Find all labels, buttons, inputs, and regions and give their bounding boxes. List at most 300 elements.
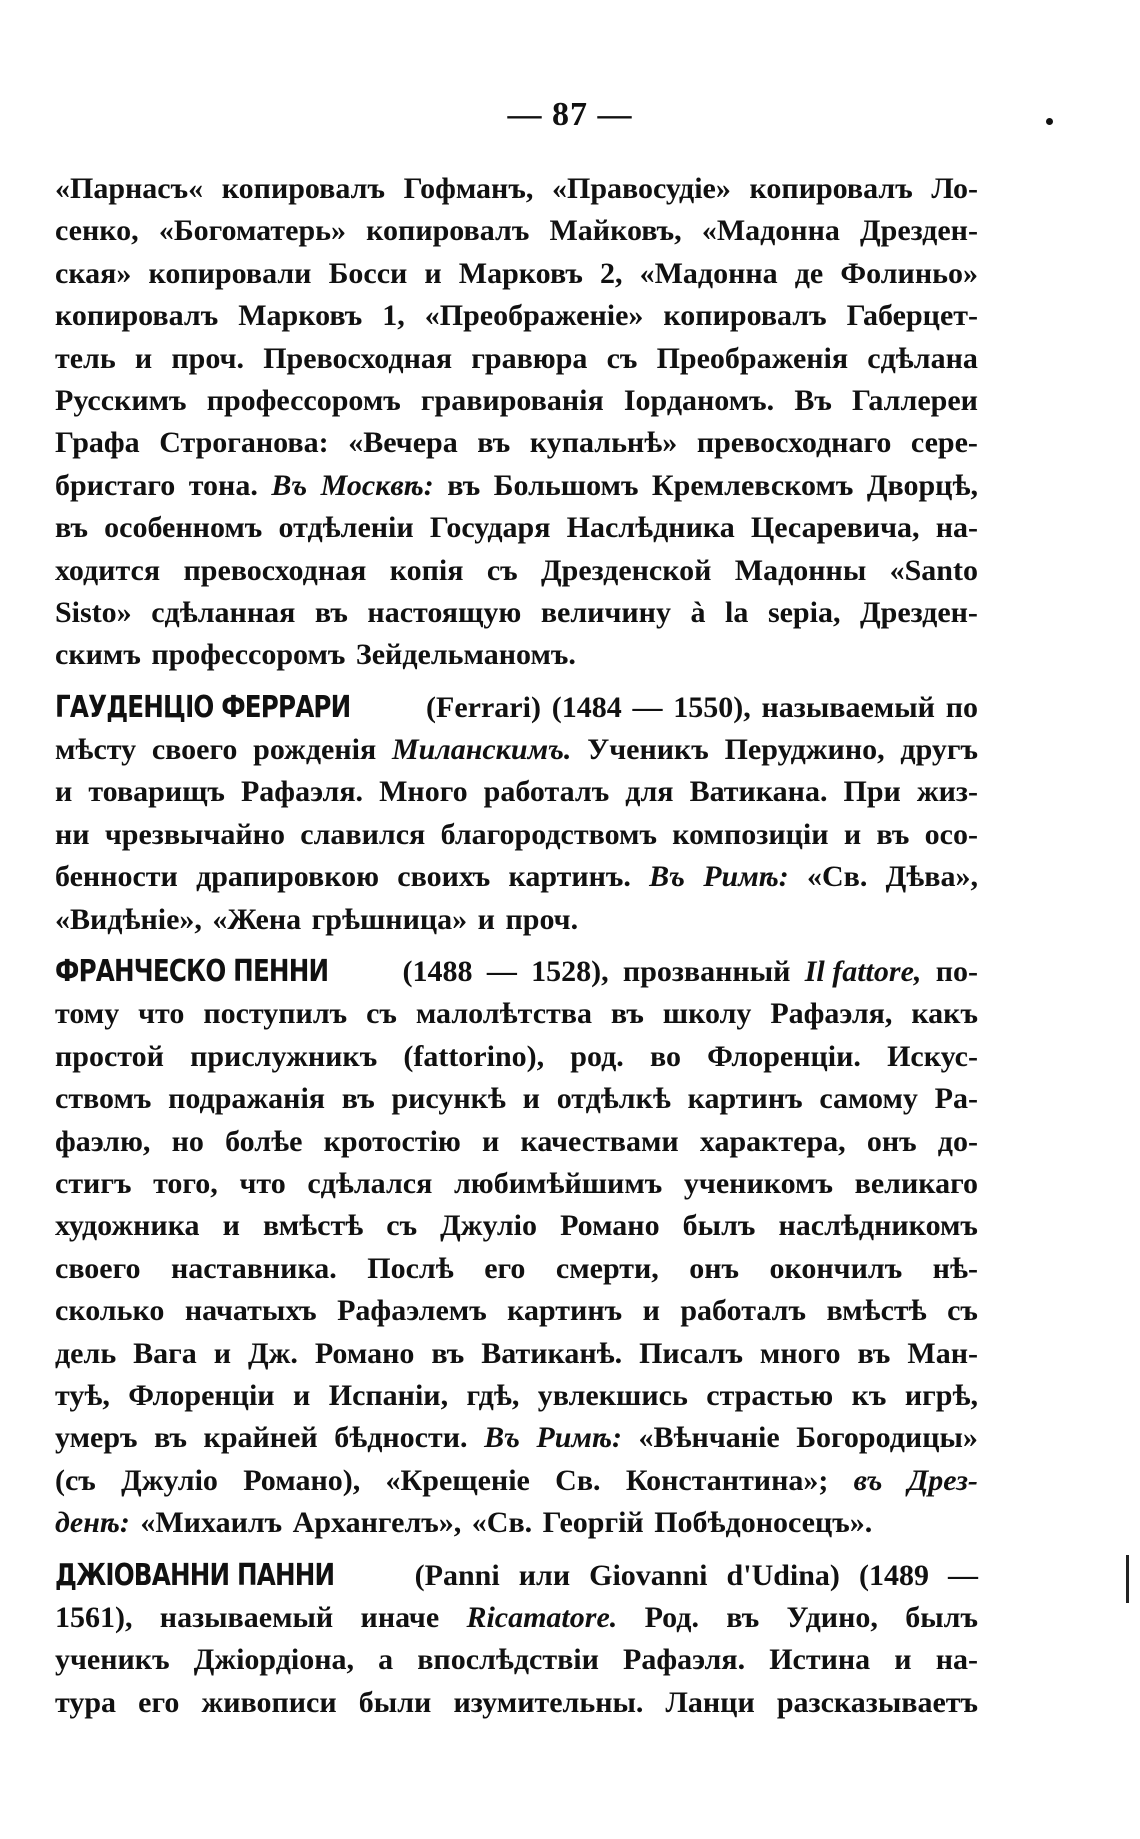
text-line: [55, 1639, 978, 1681]
word: своего: [151, 733, 238, 767]
word: ни: [55, 817, 90, 851]
word: особенномъ: [104, 511, 263, 545]
word: Послѣ: [367, 1251, 454, 1285]
word: съ: [947, 1294, 978, 1328]
word: и: [642, 1294, 660, 1328]
italic-word: Ricamatore.: [466, 1600, 618, 1634]
word: à: [690, 595, 706, 629]
word: (1489: [858, 1558, 929, 1592]
word: любимѣйшимъ: [453, 1166, 663, 1200]
word: Богородицы»: [796, 1421, 978, 1455]
word: и: [843, 817, 862, 851]
word: съ: [386, 1209, 418, 1243]
word: въ: [55, 511, 88, 545]
word: подражанія: [168, 1082, 326, 1116]
word: Ватиканѣ.: [481, 1336, 623, 1370]
word: «Жена: [212, 902, 302, 936]
text-line: [55, 1597, 978, 1639]
text-line: [55, 687, 978, 729]
word: въ: [341, 1082, 375, 1116]
word: (съ: [55, 1463, 96, 1497]
italic-word: Миланскимъ.: [391, 733, 572, 767]
word: —: [486, 955, 517, 989]
word: что: [239, 1166, 286, 1200]
word: «Мадонна: [701, 214, 840, 248]
word: Романо: [314, 1336, 415, 1370]
word: Въ: [794, 383, 832, 417]
word: былъ: [682, 1209, 756, 1243]
word: Графа: [55, 426, 140, 460]
word: во: [649, 1039, 681, 1073]
italic-word: Дрез-: [907, 1463, 978, 1497]
word: стигъ: [55, 1166, 132, 1200]
word: своего: [55, 1251, 141, 1285]
word: самому: [819, 1082, 918, 1116]
word: сдѣлался: [307, 1166, 433, 1200]
word: его: [138, 1685, 180, 1719]
word: Гофманъ,: [403, 172, 534, 205]
word: копія: [389, 553, 464, 587]
word: въ: [726, 1600, 760, 1634]
word: Св.: [555, 1463, 601, 1497]
word: называемый: [761, 690, 935, 724]
page-number: — 87 —: [507, 96, 633, 133]
word: осо-: [924, 817, 978, 851]
word: съ: [486, 553, 518, 587]
word: былъ: [905, 1600, 978, 1634]
word: Ло-: [931, 172, 978, 205]
word: тель: [55, 341, 116, 375]
word: прислужникъ: [190, 1039, 378, 1073]
text-line: [55, 550, 978, 592]
word: Босси: [328, 256, 408, 290]
word: мѣсту: [55, 733, 137, 767]
word: въ: [857, 1336, 891, 1370]
word: Майковъ,: [549, 214, 682, 248]
word: де: [794, 256, 824, 290]
text-line: [55, 1333, 978, 1375]
word: а: [378, 1643, 394, 1677]
word: сдѣланная: [151, 595, 296, 629]
word: качествами: [520, 1124, 679, 1158]
italic-word: денѣ:: [55, 1506, 130, 1540]
word: копировалъ: [221, 172, 385, 205]
word: Превосходная: [263, 341, 453, 375]
word: d'Udina): [726, 1558, 840, 1592]
word: онъ: [689, 1251, 740, 1285]
word: увлекшись: [537, 1378, 688, 1412]
word: картинъ.: [508, 860, 631, 894]
text-line: [55, 1248, 978, 1290]
word: впослѣдствіи: [417, 1643, 599, 1677]
word: въ: [610, 997, 644, 1031]
word: Константина»;: [625, 1463, 829, 1497]
word: съ: [366, 997, 397, 1031]
word: Истина: [769, 1643, 871, 1677]
word: «Видѣніе»,: [55, 902, 202, 936]
word: При: [843, 775, 901, 809]
italic-word: Римѣ:: [536, 1421, 622, 1455]
text-line: [55, 1121, 978, 1163]
word: (Ferrari): [426, 690, 541, 724]
word: называемый: [159, 1600, 334, 1634]
word: Джуліо: [440, 1209, 537, 1243]
word: въ: [447, 468, 481, 502]
text-line: [55, 1078, 978, 1120]
word: Sisto»: [55, 595, 132, 629]
word: и: [424, 256, 442, 290]
word: товарищъ: [88, 775, 225, 809]
word: 1,: [382, 299, 405, 333]
word: Рафаэля.: [623, 1643, 746, 1677]
word: Галлереи: [851, 383, 978, 417]
word: Испаніи,: [328, 1378, 449, 1412]
word: прозванный: [622, 955, 791, 989]
word: Искус-: [887, 1039, 978, 1073]
word: малолѣтства: [415, 997, 592, 1031]
text-line: [55, 993, 978, 1035]
word: (1488: [402, 955, 473, 989]
artist-name-heading: ГАУДЕНЦІО ФЕРРАРИ: [55, 689, 351, 725]
word: много: [759, 1336, 841, 1370]
word: тона.: [188, 468, 258, 502]
word: того,: [153, 1166, 218, 1200]
word: какъ: [911, 997, 978, 1031]
word: характера,: [699, 1124, 846, 1158]
text-line: [55, 729, 978, 771]
word: въ: [431, 1336, 465, 1370]
word: Большомъ: [493, 468, 639, 502]
word: Перуджино,: [724, 733, 885, 767]
word: Дѣва»,: [885, 860, 978, 894]
word: Габерцет-: [846, 299, 978, 333]
word: Рафаэля,: [770, 997, 893, 1031]
word: копировалъ: [366, 214, 530, 248]
word: Дж.: [247, 1336, 298, 1370]
word: картинъ: [687, 1082, 803, 1116]
text-line: [55, 253, 978, 295]
italic-word: Москвѣ:: [320, 468, 434, 502]
word: и: [213, 1336, 232, 1370]
word: своихъ: [397, 860, 491, 894]
text-line: [55, 465, 978, 507]
word: sepia,: [767, 595, 841, 629]
word: живописи: [201, 1685, 337, 1719]
word: —: [948, 1558, 978, 1592]
word: начатыхъ: [184, 1294, 317, 1328]
word: благородствомъ: [440, 817, 657, 851]
word: поступилъ: [203, 997, 348, 1031]
word: Романо),: [243, 1463, 361, 1497]
artist-name-heading: ФРАНЧЕСКО ПЕННИ: [55, 954, 329, 990]
text-line: [55, 1682, 978, 1724]
word: Русскимъ: [55, 383, 187, 417]
italic-word: Il fattore,: [804, 955, 922, 989]
word: тому: [55, 997, 120, 1031]
word: (Panni: [414, 1558, 500, 1592]
word: Ра-: [934, 1082, 978, 1116]
italic-word: въ: [853, 1463, 883, 1497]
word: съ: [606, 341, 638, 375]
word: Цесаревича,: [750, 511, 920, 545]
word: превосходная: [183, 553, 367, 587]
italic-word: Въ: [484, 1421, 520, 1455]
word: Строганова:: [159, 426, 329, 460]
word: проч.: [171, 341, 245, 375]
text-line: [55, 771, 978, 813]
word: профессоромъ: [206, 383, 401, 417]
word: Георгій: [542, 1506, 644, 1540]
corner-dot-mark: [1046, 118, 1053, 125]
word: или: [518, 1558, 571, 1592]
word: сенко,: [55, 214, 139, 248]
word: Дворцѣ,: [866, 468, 978, 502]
word: болѣе: [225, 1124, 303, 1158]
word: «Вѣнчаніе: [638, 1421, 780, 1455]
word: были: [358, 1685, 432, 1719]
word: кротостію: [323, 1124, 461, 1158]
word: что: [138, 997, 185, 1031]
italic-word: Въ: [271, 468, 308, 502]
word: Флоренціи: [128, 1378, 275, 1412]
text-line: [55, 422, 978, 464]
word: и: [482, 1124, 500, 1158]
word: композиціи: [672, 817, 829, 851]
word: скимъ: [55, 638, 141, 672]
word: купальнѣ»: [529, 426, 678, 460]
word: рожденія: [253, 733, 377, 767]
word: Архангелъ»,: [292, 1506, 462, 1540]
text-line: [55, 338, 978, 380]
word: «Крещеніе: [385, 1463, 530, 1497]
word: отдѣлкѣ: [556, 1082, 671, 1116]
word: —: [632, 690, 663, 724]
word: и: [477, 902, 495, 936]
word: онъ: [866, 1124, 917, 1158]
word: сдѣлана: [867, 341, 978, 375]
word: отдѣленіи: [278, 511, 414, 545]
word: копировалъ: [749, 172, 913, 205]
word: Много: [379, 775, 468, 809]
word: и: [55, 775, 73, 809]
word: 1528),: [531, 955, 609, 989]
word: гравированія: [420, 383, 604, 417]
word: Дрезденской: [541, 553, 712, 587]
word: грѣшница»: [311, 902, 468, 936]
word: Фолиньо»: [840, 256, 978, 290]
word: дель: [55, 1336, 117, 1370]
word: «Михаилъ: [140, 1506, 283, 1540]
word: славился: [300, 817, 426, 851]
text-line: [55, 1460, 978, 1502]
word: Ватикана.: [689, 775, 828, 809]
word: Джіордіона,: [193, 1643, 355, 1677]
word: Дрезден-: [860, 595, 978, 629]
text-line: [55, 814, 978, 856]
word: Род.: [644, 1600, 699, 1634]
word: Ланци: [665, 1685, 755, 1719]
word: его: [484, 1251, 526, 1285]
word: смерти,: [555, 1251, 659, 1285]
word: (fattorino),: [403, 1039, 545, 1073]
word: Ученикъ: [587, 733, 709, 767]
word: на-: [935, 511, 978, 545]
text-line: [55, 168, 978, 210]
word: до-: [937, 1124, 978, 1158]
word: но: [171, 1124, 204, 1158]
word: Ман-: [907, 1336, 978, 1370]
word: Марковъ: [458, 256, 583, 290]
word: умеръ: [55, 1421, 138, 1455]
word: нѣ-: [932, 1251, 978, 1285]
word: копировали: [148, 256, 312, 290]
word: профессоромъ: [151, 638, 346, 672]
word: копировалъ: [55, 299, 219, 333]
word: работалъ: [483, 775, 610, 809]
word: «Правосудіе»: [552, 172, 731, 205]
word: Іорданомъ.: [623, 383, 775, 417]
word: настоящую: [367, 595, 522, 629]
word: къ: [851, 1378, 887, 1412]
text-line: [55, 210, 978, 252]
word: копировалъ: [663, 299, 827, 333]
text-line: [55, 295, 978, 337]
word: Рафаэля.: [240, 775, 364, 809]
word: Удино,: [786, 1600, 878, 1634]
word: по-: [935, 955, 978, 989]
word: «Мадонна: [639, 256, 778, 290]
body-text: [55, 168, 978, 1724]
word: великаго: [854, 1166, 978, 1200]
word: и: [222, 1209, 240, 1243]
text-line: [55, 1036, 978, 1078]
word: школу: [662, 997, 752, 1031]
word: Государя: [429, 511, 551, 545]
text-line: [55, 899, 978, 941]
word: род.: [570, 1039, 624, 1073]
word: и: [522, 1082, 540, 1116]
word: вмѣстѣ: [826, 1294, 927, 1328]
word: въ: [876, 817, 910, 851]
word: тура: [55, 1685, 117, 1719]
word: чрезвычайно: [104, 817, 285, 851]
word: драпировкою: [196, 860, 380, 894]
word: la: [725, 595, 749, 629]
text-line: [55, 1502, 978, 1544]
text-line: [55, 1163, 978, 1205]
word: на-: [935, 1643, 978, 1677]
margin-mark: [1126, 1555, 1129, 1603]
word: «Вечера: [348, 426, 458, 460]
word: (1484: [551, 690, 622, 724]
word: въ: [314, 595, 348, 629]
word: проч.: [505, 902, 579, 936]
word: Giovanni: [589, 1558, 708, 1592]
word: иначе: [360, 1600, 440, 1634]
word: сере-: [910, 426, 978, 460]
word: бенности: [55, 860, 178, 894]
word: гравюра: [471, 341, 588, 375]
word: Флоренціи.: [707, 1039, 861, 1073]
word: «Св.: [471, 1506, 533, 1540]
word: ская»: [55, 256, 132, 290]
word: наставника.: [170, 1251, 337, 1285]
word: Мадонны: [734, 553, 867, 587]
text-line: [55, 1417, 978, 1459]
word: картинъ: [507, 1294, 623, 1328]
word: «Парнасъ«: [55, 172, 204, 205]
word: страстью: [706, 1378, 834, 1412]
text-line: [55, 1290, 978, 1332]
word: 1550),: [673, 690, 751, 724]
word: для: [625, 775, 674, 809]
word: бѣдности.: [334, 1421, 468, 1455]
word: наслѣдникомъ: [778, 1209, 978, 1243]
artist-name-heading: ДЖІОВАННИ ПАННИ: [55, 1557, 335, 1593]
italic-word: Въ: [649, 860, 685, 894]
word: сколько: [55, 1294, 165, 1328]
word: Джуліо: [121, 1463, 218, 1497]
word: 2,: [599, 256, 623, 290]
word: Побѣдоносецъ».: [654, 1506, 873, 1540]
text-line: [55, 1375, 978, 1417]
text-line: [55, 951, 978, 993]
word: Преображенія: [656, 341, 849, 375]
word: бристаго: [55, 468, 176, 502]
word: Вага: [133, 1336, 197, 1370]
text-line: [55, 856, 978, 898]
word: Марковъ: [238, 299, 363, 333]
word: фаэлю,: [55, 1124, 151, 1158]
word: художника: [55, 1209, 200, 1243]
word: въ: [154, 1421, 188, 1455]
word: Рафаэлемъ: [337, 1294, 487, 1328]
text-line: [55, 507, 978, 549]
text-line: [55, 1555, 978, 1597]
word: вмѣстѣ: [263, 1209, 364, 1243]
text-line: [55, 380, 978, 422]
word: ходится: [55, 553, 161, 587]
word: ученикъ: [55, 1643, 170, 1677]
text-line: [55, 592, 978, 634]
word: «Богоматерь»: [158, 214, 347, 248]
word: и: [293, 1378, 311, 1412]
text-line: [55, 1205, 978, 1247]
word: Зейдельманомъ.: [355, 638, 576, 672]
italic-word: Римѣ:: [703, 860, 789, 894]
word: и: [134, 341, 153, 375]
word: другъ: [900, 733, 978, 767]
word: и: [894, 1643, 912, 1677]
word: величину: [540, 595, 671, 629]
word: ученикомъ: [683, 1166, 833, 1200]
word: Кремлевскомъ: [651, 468, 854, 502]
word: игрѣ,: [904, 1378, 978, 1412]
word: превосходнаго: [696, 426, 892, 460]
text-line: [55, 634, 978, 676]
word: по: [945, 690, 978, 724]
word: рисункѣ: [391, 1082, 506, 1116]
word: «Santo: [889, 553, 978, 587]
word: гдѣ,: [466, 1378, 520, 1412]
word: «Преображеніе»: [424, 299, 644, 333]
word: ствомъ: [55, 1082, 152, 1116]
word: Писалъ: [639, 1336, 743, 1370]
word: окончилъ: [769, 1251, 903, 1285]
word: разсказываетъ: [776, 1685, 978, 1719]
word: Дрезден-: [860, 214, 978, 248]
word: крайней: [203, 1421, 318, 1455]
